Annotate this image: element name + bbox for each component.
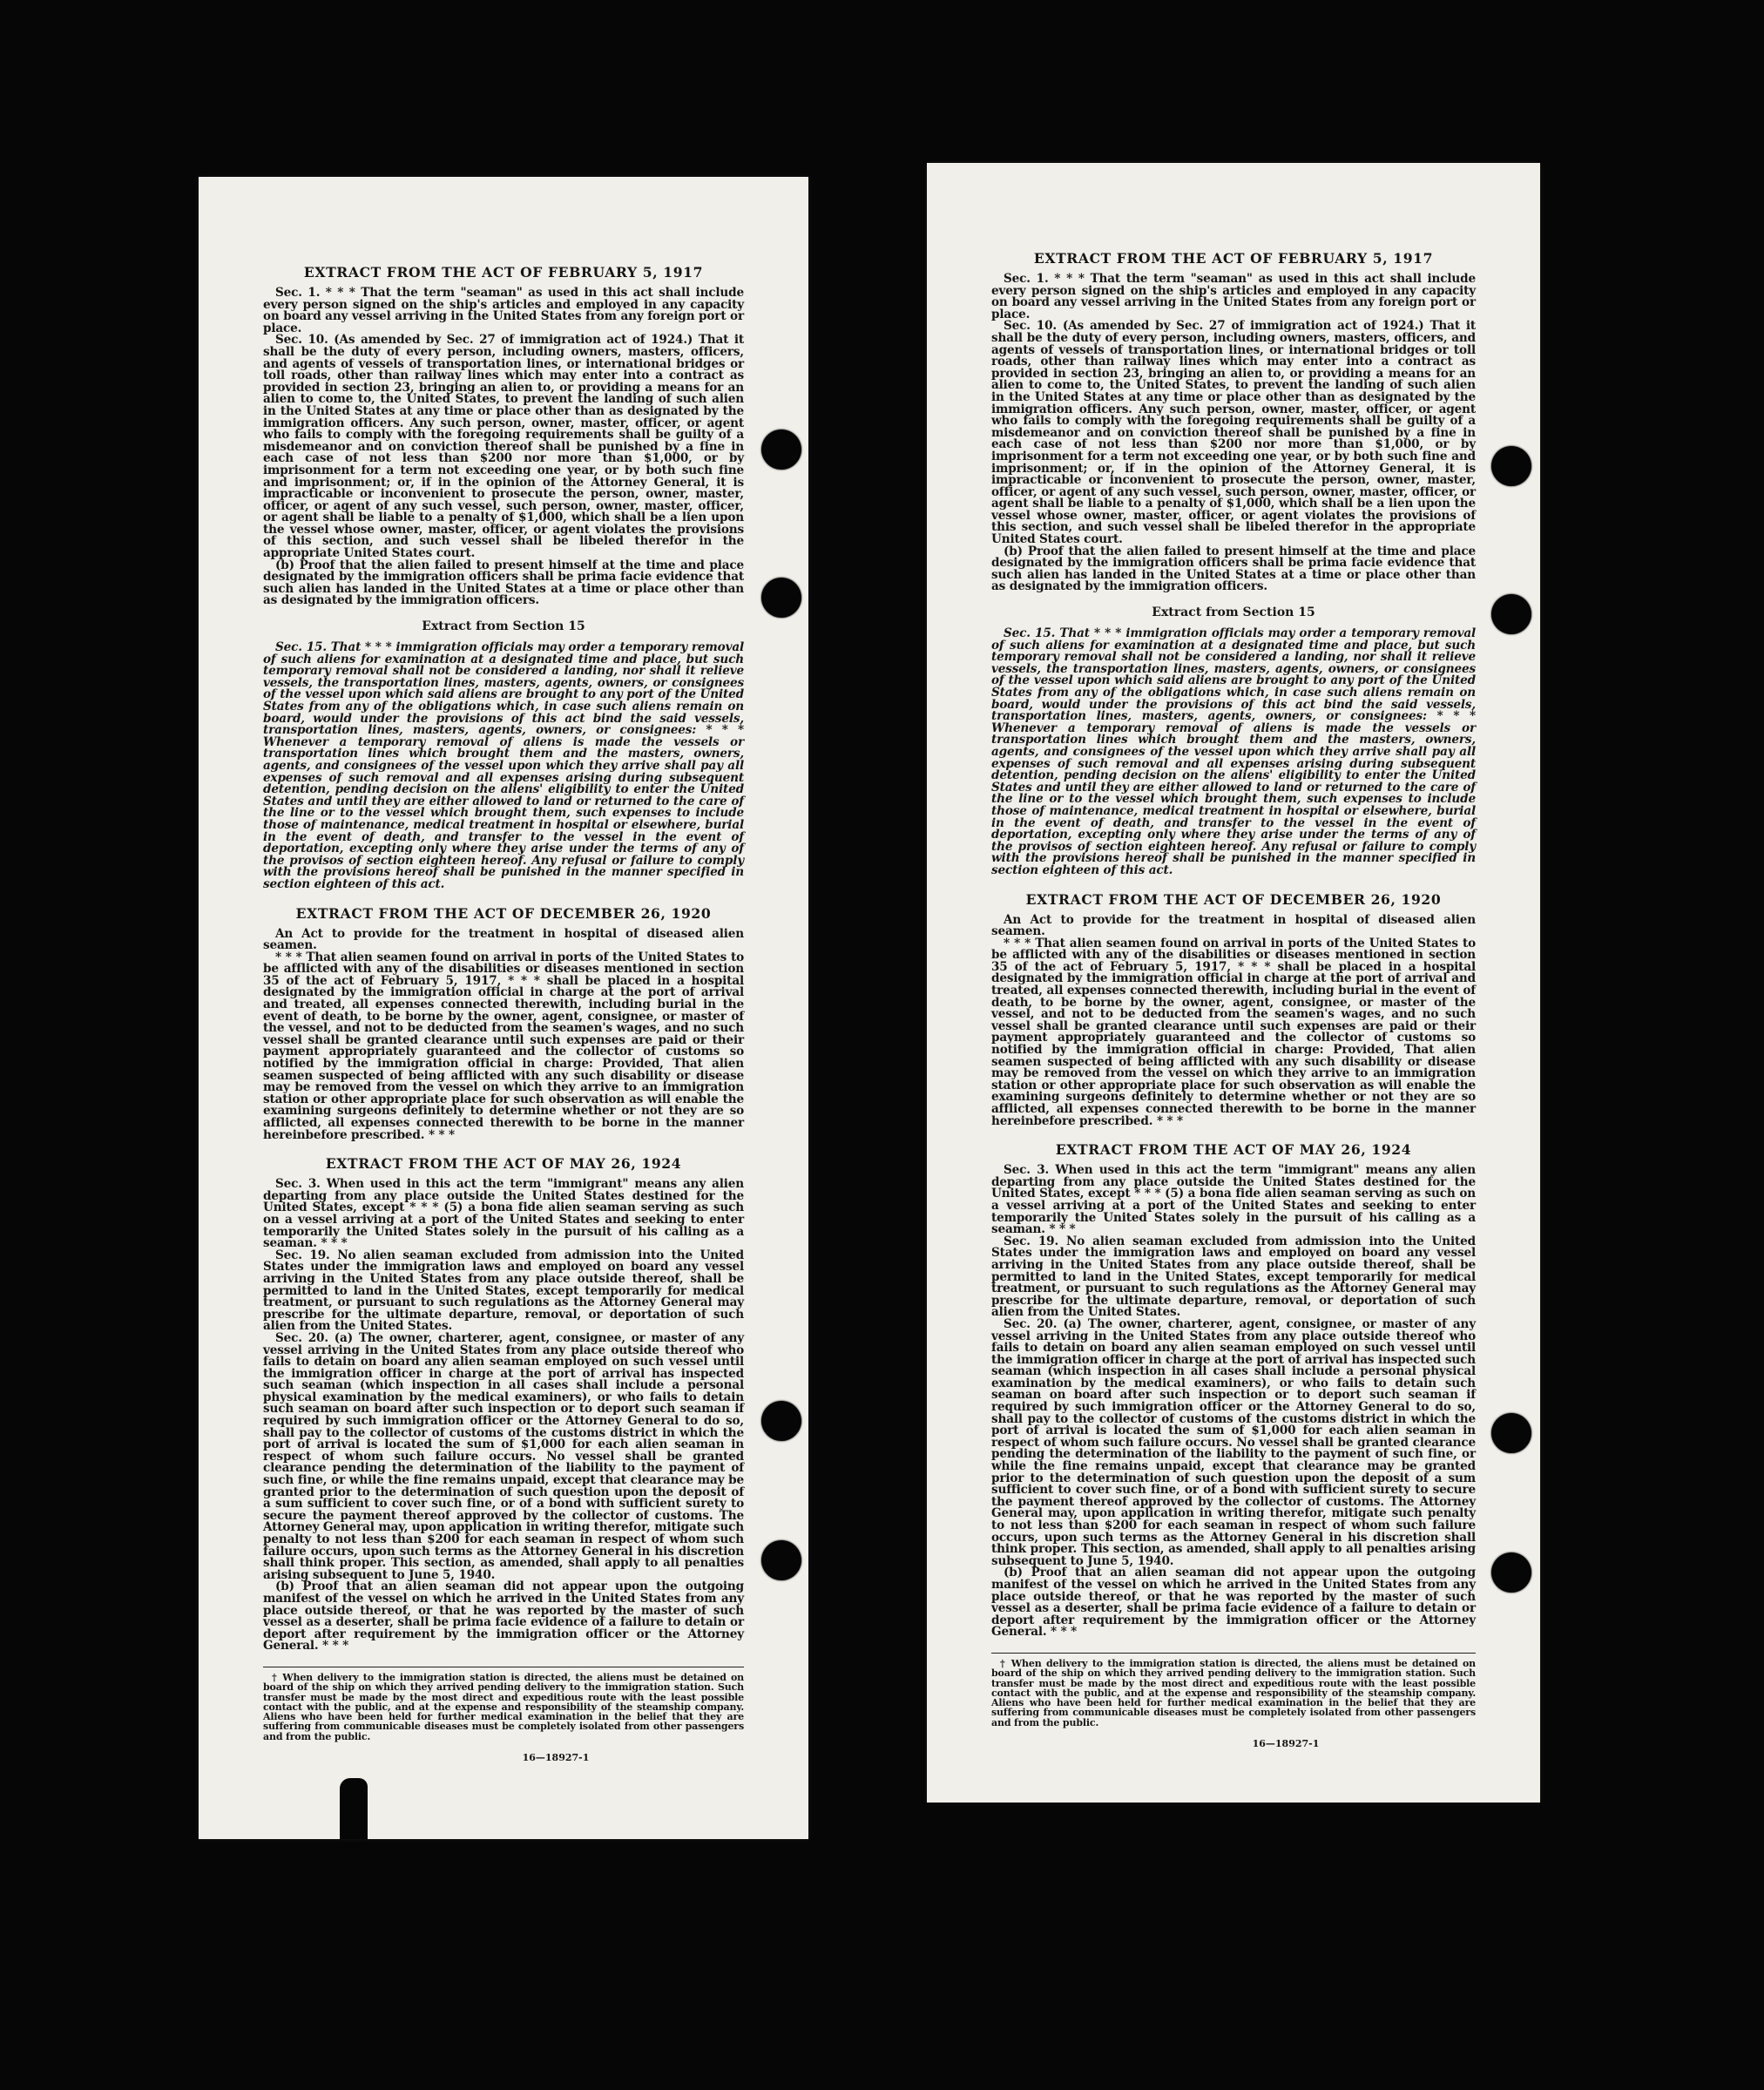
punch-hole bbox=[761, 429, 801, 470]
section-10-text: Sec. 10. (As amended by Sec. 27 of immigration act of 1924.) That it shall be the duty of every person, including owners, masters, officers, and agents of vessels of transportation lines, or international bridges or toll roads, other than railway lines which may enter into a contract as provided in section 23, bringing an alien to, or providing a means for an alien to come to, the United States, to prevent the landing of such alien in the United States at any time or place other than as designated by the immigration officers. Any such person, owner, master, officer, or agent who fails to comply with the foregoing requirements shall be guilty of a misdemeanor and on conviction thereof shall be punished by a fine in each case of not less than $200 nor more than $1,000, or by imprisonment for a term not exceeding one year, or by both such fine and imprisonment; or, if in the opinion of the Attorney General, it is impracticable or inconvenient to prosecute the person, owner, master, officer, or agent of any such vessel, such person, owner, master, officer, or agent shall be liable to a penalty of $1,000, which shall be a lien upon the vessel whose owner, master, officer, or agent violates the provisions of this section, and such vessel shall be libeled therefor in the appropriate United States court. bbox=[263, 333, 744, 561]
section-3-text: Sec. 3. When used in this act the term "immigrant" means any alien departing from any place outside the United States destined for the United States, except * * * (5) a bona fide alien seaman serving as such on a vessel arriving at a port of the United States and seeking to enter temporarily the United States solely in the pursuit of his calling as a seaman. * * * bbox=[263, 1177, 744, 1251]
section-20-text: Sec. 20. (a) The owner, charterer, agent, consignee, or master of any vessel arriving in the United States from any place outside thereof who fails to detain on board any alien seaman employed on such vessel until the immigration officer in charge at the port of arrival has inspected such seaman (which inspection in all cases shall include a personal physical examination by the medical examiners), or who fails to detain such seaman on board after such inspection or to deport such seaman if required by such immigration officer or the Attorney General to do so, shall pay to the collector of customs of the customs district in which the port of arrival is located the sum of $1,000 for each alien seaman in respect of whom such failure occurs. No vessel shall be granted clearance pending the determination of the liability to the payment of such fine, or while the fine remains unpaid, except that clearance may be granted prior to the determination of such question upon the deposit of a sum sufficient to cover such fine, or of a bond with sufficient surety to secure the payment thereof approved by the collector of customs. The Attorney General may, upon application in writing therefor, mitigate such penalty to not less than $200 for each seaman in respect of whom such failure occurs, upon such terms as the Attorney General in his discretion shall think proper. This section, as amended, shall apply to all penalties arising subsequent to June 5, 1940. bbox=[263, 1330, 744, 1582]
section-19-text: Sec. 19. No alien seaman excluded from admission into the United States under the immigration laws and employed on board any vessel arriving in the United States from any place outside thereof, shall be permitted to land in the United States, except temporarily for medical treatment, or pursuant to such regulations as the Attorney General may prescribe for the ultimate departure, removal, or deportation of such alien from the United States. bbox=[991, 1234, 1476, 1320]
punch-hole bbox=[1491, 446, 1531, 486]
act-1920-title: An Act to provide for the treatment in hospital of diseased alien seamen. bbox=[263, 926, 744, 953]
punch-hole bbox=[1491, 1413, 1531, 1453]
section-1-text: Sec. 1. * * * That the term "seaman" as used in this act shall include every person signed on the ship's articles and employed in any capacity on board any vessel arriving in the United States from any foreign port or place. bbox=[263, 286, 744, 335]
subheading-section-15: Extract from Section 15 bbox=[422, 619, 585, 634]
act-1920-body: * * * That alien seamen found on arrival in ports of the United States to be afflicted with any of the disabilities or diseases mentioned in section 35 of the act of February 5, 1917, * * * shall be placed in a hospital designated by the immigration official in charge at the port of arrival and treated, all expenses connected therewith, including burial in the event of death, to be borne by the owner, agent, consignee, or master of the vessel, and not to be deducted from the seamen's wages, and no such vessel shall be granted clearance until such expenses are paid or their payment appropriately guaranteed and the collector of customs so notified by the immigration official in charge: Provided, That alien seamen suspected of being afflicted with any such disability or disease may be removed from the vessel on which they arrive to an immigration station or other appropriate place for such observation as will enable the examining surgeons definitely to determine whether or not they are so afflicted, all expenses connected therewith to be borne in the manner hereinbefore prescribed. * * * bbox=[991, 936, 1476, 1128]
section-20-text: Sec. 20. (a) The owner, charterer, agent, consignee, or master of any vessel arriving in the United States from any place outside thereof who fails to detain on board any alien seaman employed on such vessel until the immigration officer in charge at the port of arrival has inspected such seaman (which inspection in all cases shall include a personal physical examination by the medical examiners), or who fails to detain such seaman on board after such inspection or to deport such seaman if required by such immigration officer or the Attorney General to do so, shall pay to the collector of customs of the customs district in which the port of arrival is located the sum of $1,000 for each alien seaman in respect of whom such failure occurs. No vessel shall be granted clearance pending the determination of the liability to the payment of such fine, or while the fine remains unpaid, except that clearance may be granted prior to the determination of such question upon the deposit of a sum sufficient to cover such fine, or of a bond with sufficient surety to secure the payment thereof approved by the collector of customs. The Attorney General may, upon application in writing therefor, mitigate such penalty to not less than $200 for each seaman in respect of whom such failure occurs, upon such terms as the Attorney General in his discretion shall think proper. This section, as amended, shall apply to all penalties arising subsequent to June 5, 1940. bbox=[991, 1316, 1476, 1568]
torn-edge bbox=[340, 1778, 368, 1839]
section-1-text: Sec. 1. * * * That the term "seaman" as used in this act shall include every person signed on the ship's articles and employed in any capacity on board any vessel arriving in the United States from any foreign port or place. bbox=[991, 272, 1476, 321]
section-3-text: Sec. 3. When used in this act the term "immigrant" means any alien departing from any place outside the United States destined for the United States, except * * * (5) a bona fide alien seaman serving as such on a vessel arriving at a port of the United States and seeking to enter temporarily the United States solely in the pursuit of his calling as a seaman. * * * bbox=[991, 1163, 1476, 1237]
form-code: 16—18927-1 bbox=[522, 1752, 590, 1764]
section-20b-text: (b) Proof that an alien seaman did not appear upon the outgoing manifest of the vessel on which he arrived in the United States from any place outside thereof, or that he was reported by the master of such vessel as a deserter, shall be prima facie evidence of a failure to detain or deport after requirement by the immigration officer or the Attorney General. * * * bbox=[263, 1579, 744, 1654]
footnote-text: † When delivery to the immigration station is directed, the aliens must be detained on board of the ship on which they arrived pending delivery to the immigration station. Such transfer must be made by the most direct and expeditious route with the least possible contact with the public, and at the expense and responsibility of the steamship company. Aliens who have been held for further medical examination in the belief that they are suffering from communicable diseases must be completely isolated from other passengers and from the public. bbox=[991, 1657, 1476, 1728]
section-10b-text: (b) Proof that the alien failed to present himself at the time and place designated by the immigration officers shall be prima facie evidence that such alien has landed in the United States at a time or place other than as designated by the immigration officers. bbox=[263, 558, 744, 608]
heading-act-1924: EXTRACT FROM THE ACT OF MAY 26, 1924 bbox=[1055, 1141, 1412, 1159]
section-15-text: Sec. 15. That * * * immigration officials may order a temporary removal of such aliens for examination at a designated time and place, but such temporary removal shall not be considered a landing, nor shall it relieve vessels, the transportation lines, masters, agents, owners, or consignees of the vessel upon which said aliens are brought to any port of the United States from any of the obligations which, in case such aliens remain on board, would under the provisions of this act bind the said vessels, transportation lines, masters, agents, owners, or consignees: * * * Whenever a temporary removal of aliens is made the vessels or transportation lines which brought them and the masters, owners, agents, and consignees of the vessel upon which they arrive shall pay all expenses of such removal and all expenses arising during subsequent detention, pending decision on the aliens' eligibility to enter the United States and until they are either allowed to land or returned to the care of the line or to the vessel which brought them, such expenses to include those of maintenance, medical treatment in hospital or elsewhere, burial in the event of death, and transfer to the vessel in the event of deportation, excepting only where they arise under the terms of any of the provisos of section eighteen hereof. Any refusal or failure to comply with the provisions hereof shall be punished in the manner specified in section eighteen of this act. bbox=[263, 640, 744, 891]
footnote bbox=[263, 1667, 744, 1742]
sheet-content bbox=[991, 250, 1476, 1749]
footnote bbox=[991, 1653, 1476, 1728]
section-10b-text: (b) Proof that the alien failed to present himself at the time and place designated by the immigration officers shall be prima facie evidence that such alien has landed in the United States at a time or place other than as designated by the immigration officers. bbox=[991, 544, 1476, 594]
punch-hole bbox=[1491, 594, 1531, 634]
punch-hole bbox=[761, 1540, 801, 1580]
heading-act-1917: EXTRACT FROM THE ACT OF FEBRUARY 5, 1917 bbox=[303, 264, 704, 281]
subheading-section-15: Extract from Section 15 bbox=[1152, 605, 1315, 620]
section-20b-text: (b) Proof that an alien seaman did not appear upon the outgoing manifest of the vessel on which he arrived in the United States from any place outside thereof, or that he was reported by the master of such vessel as a deserter, shall be prima facie evidence of a failure to detain or deport after requirement by the immigration officer or the Attorney General. * * * bbox=[991, 1566, 1476, 1640]
punch-hole bbox=[761, 578, 801, 618]
act-1920-title: An Act to provide for the treatment in hospital of diseased alien seamen. bbox=[991, 912, 1476, 939]
act-1920-body: * * * That alien seamen found on arrival in ports of the United States to be afflicted with any of the disabilities or diseases mentioned in section 35 of the act of February 5, 1917, * * * shall be placed in a hospital designated by the immigration official in charge at the port of arrival and treated, all expenses connected therewith, including burial in the event of death, to be borne by the owner, agent, consignee, or master of the vessel, and not to be deducted from the seamen's wages, and no such vessel shall be granted clearance until such expenses are paid or their payment appropriately guaranteed and the collector of customs so notified by the immigration official in charge: Provided, That alien seamen suspected of being afflicted with any such disability or disease may be removed from the vessel on which they arrive to an immigration station or other appropriate place for such observation as will enable the examining surgeons definitely to determine whether or not they are so afflicted, all expenses connected therewith to be borne in the manner hereinbefore prescribed. * * * bbox=[263, 950, 744, 1142]
section-15-text: Sec. 15. That * * * immigration officials may order a temporary removal of such aliens for examination at a designated time and place, but such temporary removal shall not be considered a landing, nor shall it relieve vessels, the transportation lines, masters, agents, owners, or consignees of the vessel upon which said aliens are brought to any port of the United States from any of the obligations which, in case such aliens remain on board, would under the provisions of this act bind the said vessels, transportation lines, masters, agents, owners, or consignees: * * * Whenever a temporary removal of aliens is made the vessels or transportation lines which brought them and the masters, owners, agents, and consignees of the vessel upon which they arrive shall pay all expenses of such removal and all expenses arising during subsequent detention, pending decision on the aliens' eligibility to enter the United States and until they are either allowed to land or returned to the care of the line or to the vessel which brought them, such expenses to include those of maintenance, medical treatment in hospital or elsewhere, burial in the event of death, and transfer to the vessel in the event of deportation, excepting only where they arise under the terms of any of the provisos of section eighteen hereof. Any refusal or failure to comply with the provisions hereof shall be punished in the manner specified in section eighteen of this act. bbox=[991, 626, 1476, 877]
section-19-text: Sec. 19. No alien seaman excluded from admission into the United States under the immigration laws and employed on board any vessel arriving in the United States from any place outside thereof, shall be permitted to land in the United States, except temporarily for medical treatment, or pursuant to such regulations as the Attorney General may prescribe for the ultimate departure, removal, or deportation of such alien from the United States. bbox=[263, 1248, 744, 1334]
heading-act-1917: EXTRACT FROM THE ACT OF FEBRUARY 5, 1917 bbox=[1033, 250, 1434, 267]
punch-hole bbox=[761, 1401, 801, 1441]
form-code: 16—18927-1 bbox=[1252, 1738, 1320, 1750]
footnote-text: † When delivery to the immigration station is directed, the aliens must be detained on board of the ship on which they arrived pending delivery to the immigration station. Such transfer must be made by the most direct and expeditious route with the least possible contact with the public, and at the expense and responsibility of the steamship company. Aliens who have been held for further medical examination in the belief that they are suffering from communicable diseases must be completely isolated from other passengers and from the public. bbox=[263, 1671, 744, 1742]
heading-act-1920: EXTRACT FROM THE ACT OF DECEMBER 26, 1920 bbox=[1025, 890, 1442, 908]
heading-act-1924: EXTRACT FROM THE ACT OF MAY 26, 1924 bbox=[325, 1155, 682, 1173]
punch-hole bbox=[1491, 1552, 1531, 1593]
document-sheet-left bbox=[199, 177, 808, 1839]
sheet-content bbox=[263, 264, 744, 1763]
document-sheet-right bbox=[927, 163, 1540, 1803]
heading-act-1920: EXTRACT FROM THE ACT OF DECEMBER 26, 1920 bbox=[295, 904, 712, 922]
section-10-text: Sec. 10. (As amended by Sec. 27 of immigration act of 1924.) That it shall be the duty of every person, including owners, masters, officers, and agents of vessels of transportation lines, or international bridges or toll roads, other than railway lines which may enter into a contract as provided in section 23, bringing an alien to, or providing a means for an alien to come to, the United States, to prevent the landing of such alien in the United States at any time or place other than as designated by the immigration officers. Any such person, owner, master, officer, or agent who fails to comply with the foregoing requirements shall be guilty of a misdemeanor and on conviction thereof shall be punished by a fine in each case of not less than $200 nor more than $1,000, or by imprisonment for a term not exceeding one year, or by both such fine and imprisonment; or, if in the opinion of the Attorney General, it is impracticable or inconvenient to prosecute the person, owner, master, officer, or agent of any such vessel, such person, owner, master, officer, or agent shall be liable to a penalty of $1,000, which shall be a lien upon the vessel whose owner, master, officer, or agent violates the provisions of this section, and such vessel shall be libeled therefor in the appropriate United States court. bbox=[991, 319, 1476, 547]
